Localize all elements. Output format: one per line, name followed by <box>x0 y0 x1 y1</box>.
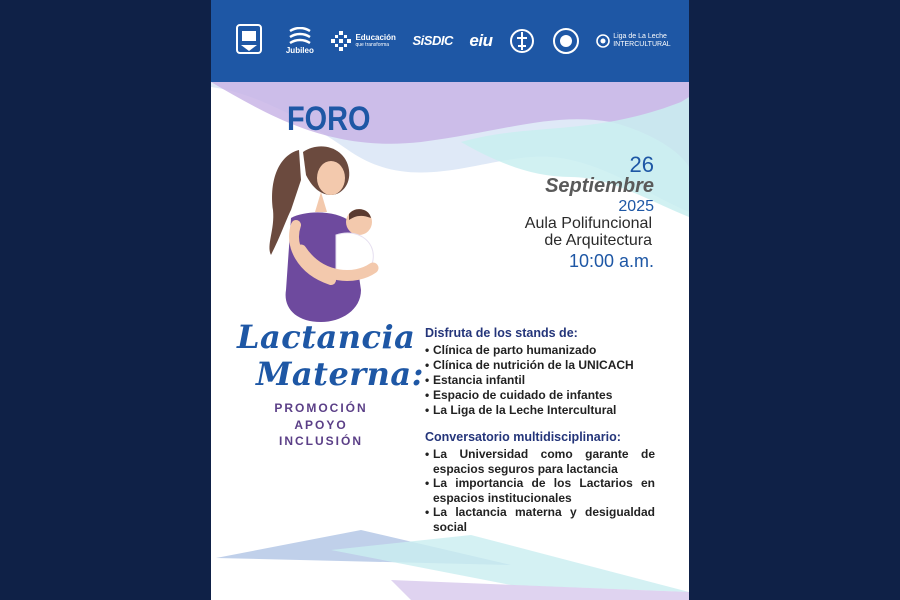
educacion-logo-subtitle: que transforma <box>355 41 390 48</box>
sisdic-logo-text: SiSDIC <box>412 32 453 48</box>
title-line-2: Materna: <box>256 355 424 393</box>
event-time: 10:00 a.m. <box>568 251 654 271</box>
liga-leche-logo <box>596 33 670 48</box>
list-item: • Clínica de nutrición de la UNICACH <box>425 358 655 373</box>
eiu-logo-text: eiu <box>469 30 493 50</box>
stands-section <box>425 326 655 418</box>
unach-logo <box>229 23 269 59</box>
list-item: • Espacio de cuidado de infantes <box>425 388 655 403</box>
stands-heading: Disfruta de los stands de: <box>425 326 578 340</box>
list-item: • La importancia de los Lactarios en espacios institucionales <box>425 476 655 505</box>
unicach-seal-logo <box>509 26 535 56</box>
liga-leche-line2: INTERCULTURAL <box>613 41 671 48</box>
event-day: 26 <box>629 152 654 177</box>
breastfeeding-mother-illustration <box>261 140 391 325</box>
conversatorio-section <box>425 430 655 534</box>
conversatorio-list <box>425 447 655 534</box>
keyword-apoyo: APOYO <box>294 417 348 432</box>
educacion-logo <box>330 30 395 52</box>
conversatorio-heading: Conversatorio multidisciplinario: <box>425 430 621 444</box>
jubileo-logo-text: Jubileo <box>285 45 314 55</box>
event-month: Septiembre <box>545 175 654 197</box>
bottom-decoration <box>211 530 689 600</box>
title-line-1: Lactancia <box>237 318 416 356</box>
venue-line-1: Aula Polifuncional <box>524 215 652 232</box>
keyword-promocion: PROMOCIÓN <box>274 401 368 415</box>
list-item: • Estancia infantil <box>425 373 655 388</box>
eiu-logo <box>469 32 492 51</box>
jubileo-logo <box>286 27 314 56</box>
list-item: • La Universidad como garante de espacios seguros para lactancia <box>425 447 655 476</box>
list-item: • Clínica de parto humanizado <box>425 343 655 358</box>
liga-leche-line1: Liga de La Leche <box>613 33 667 41</box>
educacion-logo-title: Educación <box>355 32 396 42</box>
event-poster <box>211 0 689 600</box>
circular-seal-logo <box>552 27 580 55</box>
list-item: • La lactancia materna y desigualdad social <box>425 505 655 534</box>
forum-heading: FORO <box>287 100 371 138</box>
venue-line-2: de Arquitectura <box>544 232 652 249</box>
sponsor-logo-bar <box>211 0 689 82</box>
event-year: 2025 <box>618 198 654 215</box>
keyword-inclusion: INCLUSIÓN <box>279 434 363 448</box>
theme-keywords <box>261 400 381 450</box>
stands-list <box>425 343 655 418</box>
event-venue <box>525 215 652 249</box>
sisdic-logo <box>412 34 452 48</box>
list-item: • La Liga de la Leche Intercultural <box>425 403 655 418</box>
